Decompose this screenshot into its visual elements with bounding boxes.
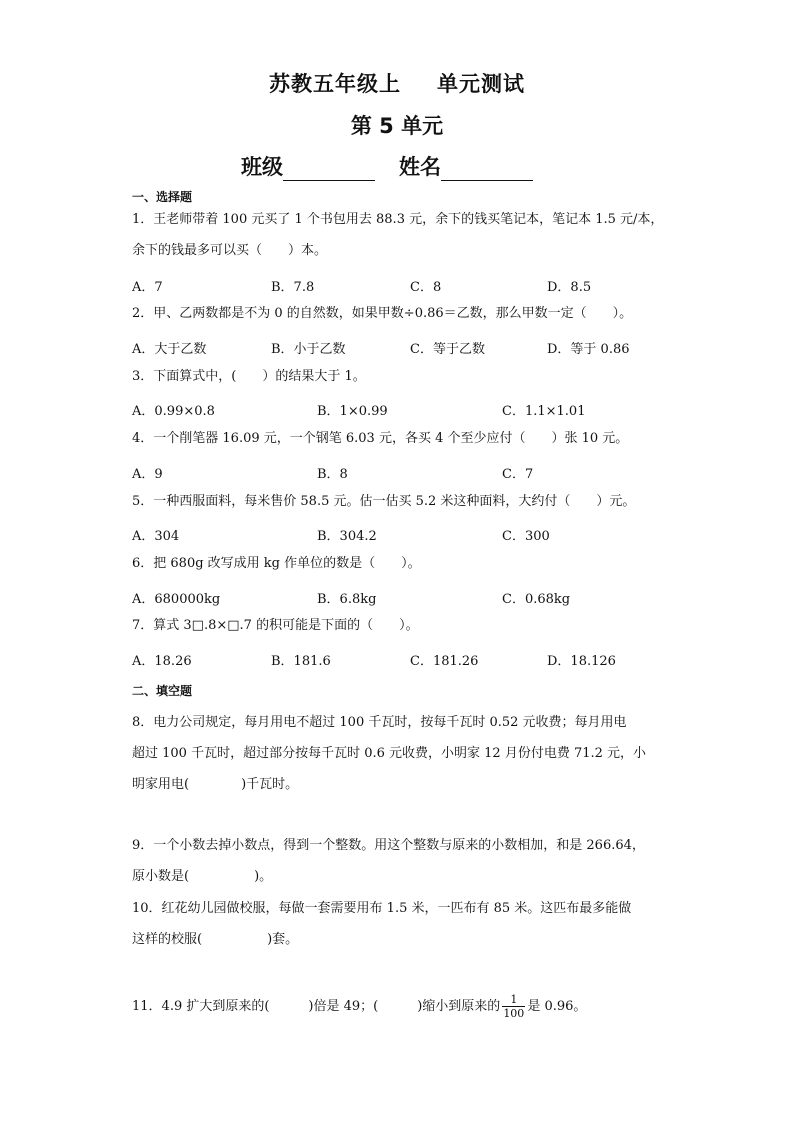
fraction-denominator: 100	[503, 1007, 525, 1020]
option-b: B．7.8	[271, 280, 315, 295]
question-9	[132, 830, 672, 892]
section-fill-heading: 二、填空题	[132, 684, 193, 698]
question-5-line-1: 5．一种西服面料，每米售价 58.5 元。估一估买 5.2 米这种面料，大约付（ ）元。	[132, 494, 636, 509]
option-b: B．181.6	[271, 654, 331, 669]
student-info-line	[241, 151, 561, 181]
option-c: C．300	[502, 529, 550, 544]
question-1-line-1: 1．王老师带着 100 元买了 1 个书包用去 88.3 元，余下的钱买笔记本，笔记本 1.5 元/本，	[132, 212, 664, 227]
title-grade: 苏教五年级上	[269, 72, 401, 96]
question-5	[132, 486, 672, 517]
question-7	[132, 610, 672, 641]
question-3-line-1: 3．下面算式中，( ）的结果大于 1。	[132, 369, 366, 384]
question-2	[132, 298, 672, 329]
option-c: C．8	[410, 280, 442, 295]
unit-title: 第 5 单元	[350, 114, 444, 138]
option-d: D．8.5	[547, 280, 592, 295]
class-label: 班级	[241, 155, 283, 179]
question-10-line-2: 这样的校服( )套。	[132, 932, 299, 947]
question-8	[132, 707, 672, 800]
option-a: A．9	[132, 467, 163, 482]
question-4	[132, 423, 672, 454]
question-9-line-2: 原小数是( )。	[132, 869, 273, 884]
question-2-line-1: 2．甲、乙两数都是不为 0 的自然数，如果甲数÷0.86＝乙数，那么甲数一定（ ）。	[132, 306, 633, 321]
question-10-line-1: 10．红花幼儿园做校服，每做一套需要用布 1.5 米，一匹布有 85 米。这匹布最多能做	[132, 901, 632, 916]
option-b: B．8	[317, 467, 348, 482]
option-c: C．7	[502, 467, 534, 482]
question-8-line-2: 超过 100 千瓦时，超过部分按每千瓦时 0.6 元收费，小明家 12 月份付电费 71.2 元，小	[132, 746, 647, 761]
option-d: D．等于 0.86	[547, 342, 630, 357]
option-a: A．304	[132, 529, 180, 544]
name-blank	[441, 160, 533, 181]
question-3	[132, 361, 672, 392]
option-c: C．等于乙数	[410, 342, 485, 357]
option-b: B．6.8kg	[317, 592, 377, 607]
question-11-part-2: 是 0.96。	[527, 999, 587, 1014]
class-blank	[283, 160, 375, 181]
option-a: A．0.99×0.8	[132, 404, 215, 419]
section-choice-heading: 一、选择题	[132, 190, 193, 204]
question-1-line-2: 余下的钱最多可以买（ ）本。	[132, 243, 328, 258]
question-8-line-3: 明家用电( )千瓦时。	[132, 777, 299, 792]
question-9-line-1: 9．一个小数去掉小数点，得到一个整数。用这个整数与原来的小数相加，和是 266.64，	[132, 838, 645, 853]
question-11-part-1: 11．4.9 扩大到原来的( )倍是 49；( )缩小到原来的	[132, 999, 501, 1014]
question-6-line-1: 6．把 680g 改写成用 kg 作单位的数是（ ）。	[132, 556, 421, 571]
title-test: 单元测试	[437, 72, 525, 96]
option-d: D．18.126	[547, 654, 616, 669]
fraction-one-hundredth	[502, 993, 525, 1020]
question-8-line-1: 8．电力公司规定，每月用电不超过 100 千瓦时，按每千瓦时 0.52 元收费；每月用电	[132, 715, 627, 730]
option-b: B．小于乙数	[271, 342, 346, 357]
worksheet-title	[0, 68, 794, 98]
option-a: A．7	[132, 280, 163, 295]
option-c: C．1.1×1.01	[502, 404, 586, 419]
question-10	[132, 893, 672, 955]
question-11	[132, 990, 672, 1024]
name-label: 姓名	[399, 155, 441, 179]
fraction-numerator: 1	[502, 993, 525, 1007]
option-a: A．680000kg	[132, 592, 221, 607]
question-4-line-1: 4．一个削笔器 16.09 元，一个钢笔 6.03 元，各买 4 个至少应付（ ）张 10 元。	[132, 431, 629, 446]
option-b: B．304.2	[317, 529, 377, 544]
option-a: A．大于乙数	[132, 342, 207, 357]
question-7-line-1: 7．算式 3□.8×□.7 的积可能是下面的（ ）。	[132, 618, 419, 633]
option-c: C．0.68kg	[502, 592, 571, 607]
question-6	[132, 548, 672, 579]
option-c: C．181.26	[410, 654, 479, 669]
option-b: B．1×0.99	[317, 404, 388, 419]
question-1	[132, 204, 672, 266]
option-a: A．18.26	[132, 654, 192, 669]
